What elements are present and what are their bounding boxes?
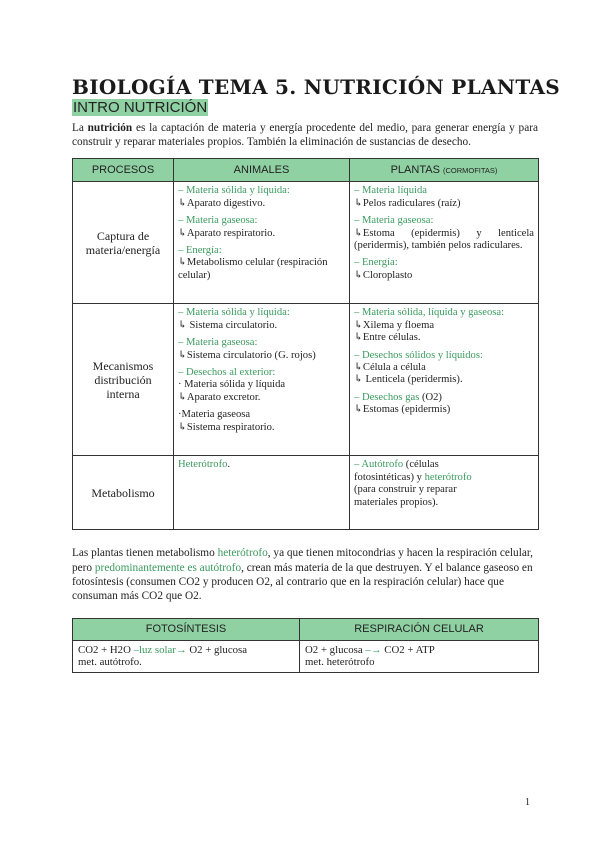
table-row — [73, 182, 539, 304]
animals-cell: Heterótrofo. — [174, 456, 350, 530]
respiration-equation: O2 + glucosa –→ CO2 + ATP met. heterótrofo — [300, 640, 539, 672]
table-header-row — [73, 159, 539, 182]
animals-cell — [174, 182, 350, 304]
table-row — [73, 456, 539, 530]
cell-item: – Materia sólida, líquida y gaseosa: ↳Xilema y floema ↳Entre células. — [354, 307, 505, 344]
header-procesos: PROCESOS — [73, 159, 174, 182]
intro-paragraph: La nutrición es la captación de materia y energía procedente del medio, para generar energía y para construir y reparar materiales propios. También la eliminación de sustancias de desecho. — [72, 122, 538, 149]
process-cell: Captura de materia/energía — [73, 182, 174, 304]
document-page — [72, 75, 561, 673]
header-animales: ANIMALES — [174, 159, 350, 182]
cell-item: ·Materia gaseosa ↳Sistema respiratorio. — [178, 409, 275, 433]
cell-item: – Materia gaseosa: ↳Aparato respiratorio. — [178, 215, 276, 239]
process-cell: Metabolismo — [73, 456, 174, 530]
cell-item: – Materia sólida y líquida: ↳Aparato digestivo. — [178, 185, 290, 209]
header-respiracion: RESPIRACIÓN CELULAR — [300, 618, 539, 640]
cell-item: – Energía: ↳Cloroplasto — [354, 257, 413, 281]
metabolism-paragraph: Las plantas tienen metabolismo heterótrofo, ya que tienen mitocondrias y hacen la respiración celular, pero predominantemente es autótrofo, crean más materia de la que destruyen. Y el balance gaseoso en fotosíntesis (consumen CO2 y producen O2, al contrario que en la respiración celular) hace que consuman más CO2 que O2. — [72, 547, 533, 603]
cell-item: – Materia líquida ↳Pelos radiculares (raíz) — [354, 185, 461, 209]
page-title: BIOLOGÍA TEMA 5. NUTRICIÓN PLANTAS — [72, 75, 561, 99]
section-subtitle: INTRO NUTRICIÓN — [73, 99, 208, 116]
process-cell: Mecanismos distribución interna — [73, 304, 174, 456]
plants-cell: – Autótrofo (células fotosintéticas) y heterótrofo (para construir y reparar materiales propios). — [350, 456, 539, 530]
cell-item: – Desechos al exterior: · Materia sólida y líquida ↳Aparato excretor. — [178, 367, 286, 403]
table-header-row — [73, 618, 539, 640]
cell-item: – Materia gaseosa: ↳Estoma (epidermis) y lenticela (peridermis), también pelos radiculares. — [354, 215, 534, 252]
intro-bold-term: nutrición — [87, 122, 133, 134]
equations-table — [72, 618, 539, 673]
cell-item: – Desechos gas (O2) ↳Estomas (epidermis) — [354, 391, 451, 416]
cell-item: – Desechos sólidos y líquidos: ↳Célula a célula ↳ Lenticela (peridermis). — [354, 349, 483, 386]
header-fotosintesis: FOTOSÍNTESIS — [73, 618, 300, 640]
header-plantas: PLANTAS (CORMOFITAS) — [350, 159, 539, 182]
comparison-table — [72, 158, 539, 530]
table-row — [73, 640, 539, 672]
cell-item: – Energía: ↳Metabolismo celular (respiración celular) — [178, 245, 328, 281]
plants-cell — [350, 304, 539, 456]
animals-cell — [174, 304, 350, 456]
plants-cell — [350, 182, 539, 304]
cell-item: – Materia sólida y líquida: ↳ Sistema circulatorio. — [178, 307, 290, 331]
cell-item: – Materia gaseosa: ↳Sistema circulatorio (G. rojos) — [178, 337, 316, 361]
photosynthesis-equation: CO2 + H2O –luz solar→ O2 + glucosa met. autótrofo. — [73, 640, 300, 672]
page-number: 1 — [525, 797, 530, 808]
table-row — [73, 304, 539, 456]
